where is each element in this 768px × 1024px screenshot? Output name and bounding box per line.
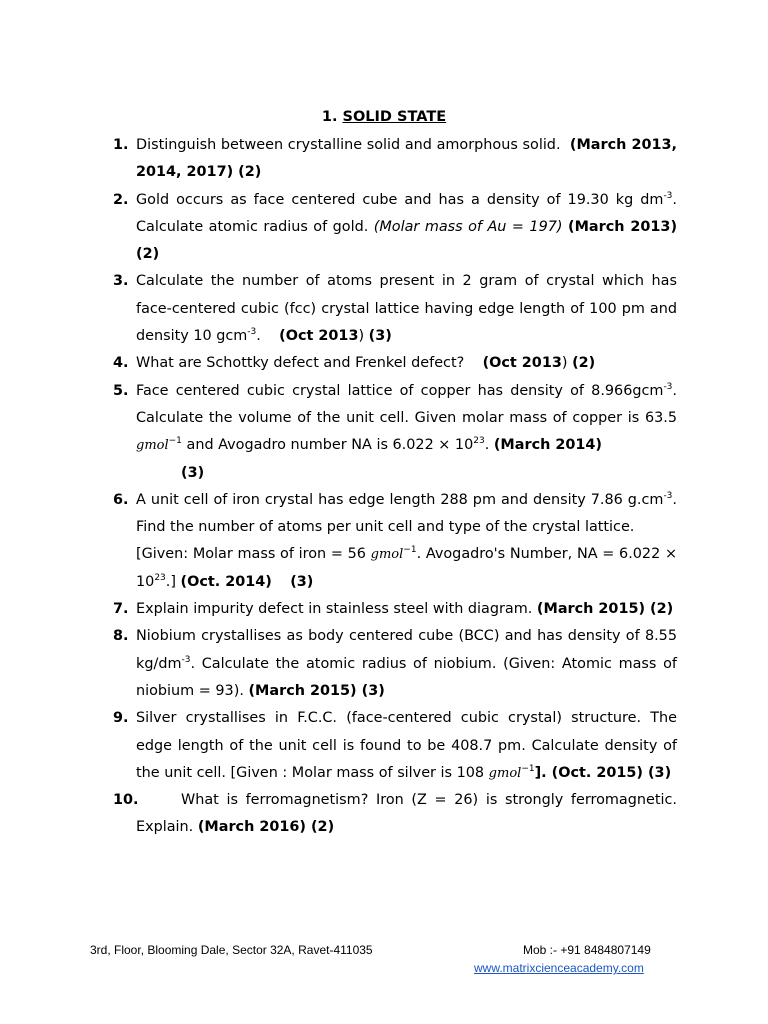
question-text: Silver crystallises in F.C.C. (face-centered cubic crystal) structure. The edge length of the unit cell is found to be 408.7 pm. Calculate density of the unit cell. [Given : Molar mass of silver is 108 xyxy=(136,710,677,781)
question-marks: (3) xyxy=(368,328,392,345)
question-1 xyxy=(0,132,677,187)
question-text: Face centered cubic crystal lattice of copper has density of 8.966gcm xyxy=(136,382,664,399)
math-unit: gmol xyxy=(370,547,404,563)
superscript: −1 xyxy=(521,763,535,774)
math-unit: gmol xyxy=(136,438,169,454)
title-number: 1. xyxy=(321,109,338,125)
question-text: . Calculate atomic radius of gold. xyxy=(136,191,677,235)
question-text: Distinguish between crystalline solid and amorphous solid. xyxy=(136,137,561,153)
question-reference: (March 2013) (2) xyxy=(136,218,678,263)
question-given: .] xyxy=(165,573,176,590)
superscript: -3 xyxy=(663,381,673,392)
question-reference: (Oct 2013 xyxy=(482,355,562,372)
superscript: -3 xyxy=(247,327,257,338)
question-text: Calculate the number of atoms present in 2 gram of crystal which has face-centered cubic (fcc) crystal lattice having edge length of 100 pm and density 10 gcm xyxy=(136,273,677,345)
question-reference: (Oct 2013 xyxy=(279,328,359,345)
question-text: Gold occurs as face centered cube and has a density of 19.30 kg dm xyxy=(136,191,664,208)
page-title xyxy=(0,107,768,127)
question-marks: (3) xyxy=(290,573,314,590)
question-number: 3. xyxy=(113,273,129,290)
question-reference: (Oct. 2014) xyxy=(180,573,272,590)
question-3 xyxy=(0,268,677,350)
question-reference: (March 2014) xyxy=(493,437,602,454)
question-text: Explain impurity defect in stainless steel with diagram. xyxy=(136,601,533,618)
question-6 xyxy=(0,487,677,596)
question-text: . Calculate the atomic radius of niobium. (Given: Atomic mass of niobium = 93). xyxy=(136,655,677,699)
question-reference: (March 2015) (2) xyxy=(536,601,674,618)
question-marks: (3) xyxy=(181,464,205,481)
question-4 xyxy=(0,350,677,377)
question-number: 6. xyxy=(113,491,129,508)
question-number: 5. xyxy=(113,382,129,399)
question-text: . Find the number of atoms per unit cell and type of the crystal lattice. xyxy=(136,491,677,536)
superscript: 23 xyxy=(473,436,485,447)
question-list xyxy=(0,132,768,842)
question-9 xyxy=(0,705,677,787)
math-unit: gmol xyxy=(488,765,522,781)
question-text: . xyxy=(484,437,490,454)
question-7 xyxy=(0,596,677,623)
question-reference-paren: ) xyxy=(561,355,568,372)
question-reference: (March 2016) (2) xyxy=(197,819,335,836)
question-given: (Molar mass of Au = 197) xyxy=(373,218,563,235)
question-text: A unit cell of iron crystal has edge length 288 pm and density 7.86 g.cm xyxy=(136,491,664,508)
superscript: −1 xyxy=(168,436,182,447)
question-text: Niobium crystallises as body centered cube (BCC) and has density of 8.55 kg/dm xyxy=(136,628,677,672)
question-text: . Calculate the volume of the unit cell. Given molar mass of copper is 63.5 xyxy=(136,382,677,426)
superscript: -3 xyxy=(663,190,673,201)
footer-website-link[interactable]: www.matrixcienceacademy.com xyxy=(474,961,644,975)
superscript: -3 xyxy=(181,654,191,665)
question-reference: (March 2015) (3) xyxy=(248,682,385,699)
question-8 xyxy=(0,623,677,705)
question-text: and Avogadro number NA is 6.022 × 10 xyxy=(186,437,474,454)
question-number: 9. xyxy=(113,710,129,727)
question-given: . Avogadro's Number, NA = 6.022 × 10 xyxy=(136,546,678,590)
footer-mobile: Mob :- +91 8484807149 xyxy=(523,943,651,957)
question-number: 1. xyxy=(113,137,129,153)
question-number: 7. xyxy=(113,601,129,618)
question-number: 4. xyxy=(113,355,129,372)
question-text: What is ferromagnetism? Iron (Z = 26) is strongly ferromagnetic. Explain. xyxy=(136,792,677,836)
question-reference: ]. (Oct. 2015) (3) xyxy=(534,764,672,781)
question-reference: (March 2013, 2014, 2017) (2) xyxy=(136,137,678,181)
question-5 xyxy=(0,378,677,487)
superscript: 23 xyxy=(154,572,166,583)
title-text: SOLID STATE xyxy=(342,109,447,125)
question-given: [Given: Molar mass of iron = 56 xyxy=(136,546,366,563)
question-marks: (2) xyxy=(572,355,596,372)
question-number: 8. xyxy=(113,628,129,645)
question-text: . xyxy=(256,328,261,345)
question-reference-paren: ) xyxy=(358,328,365,345)
question-text: What are Schottky defect and Frenkel defect? xyxy=(136,355,465,372)
question-number: 10. xyxy=(113,792,139,809)
question-number: 2. xyxy=(113,191,129,208)
superscript: −1 xyxy=(403,545,417,556)
footer-address: 3rd, Floor, Blooming Dale, Sector 32A, Ravet-411035 xyxy=(90,943,373,957)
question-2 xyxy=(0,187,677,269)
superscript: -3 xyxy=(663,490,673,501)
question-10 xyxy=(0,787,677,842)
